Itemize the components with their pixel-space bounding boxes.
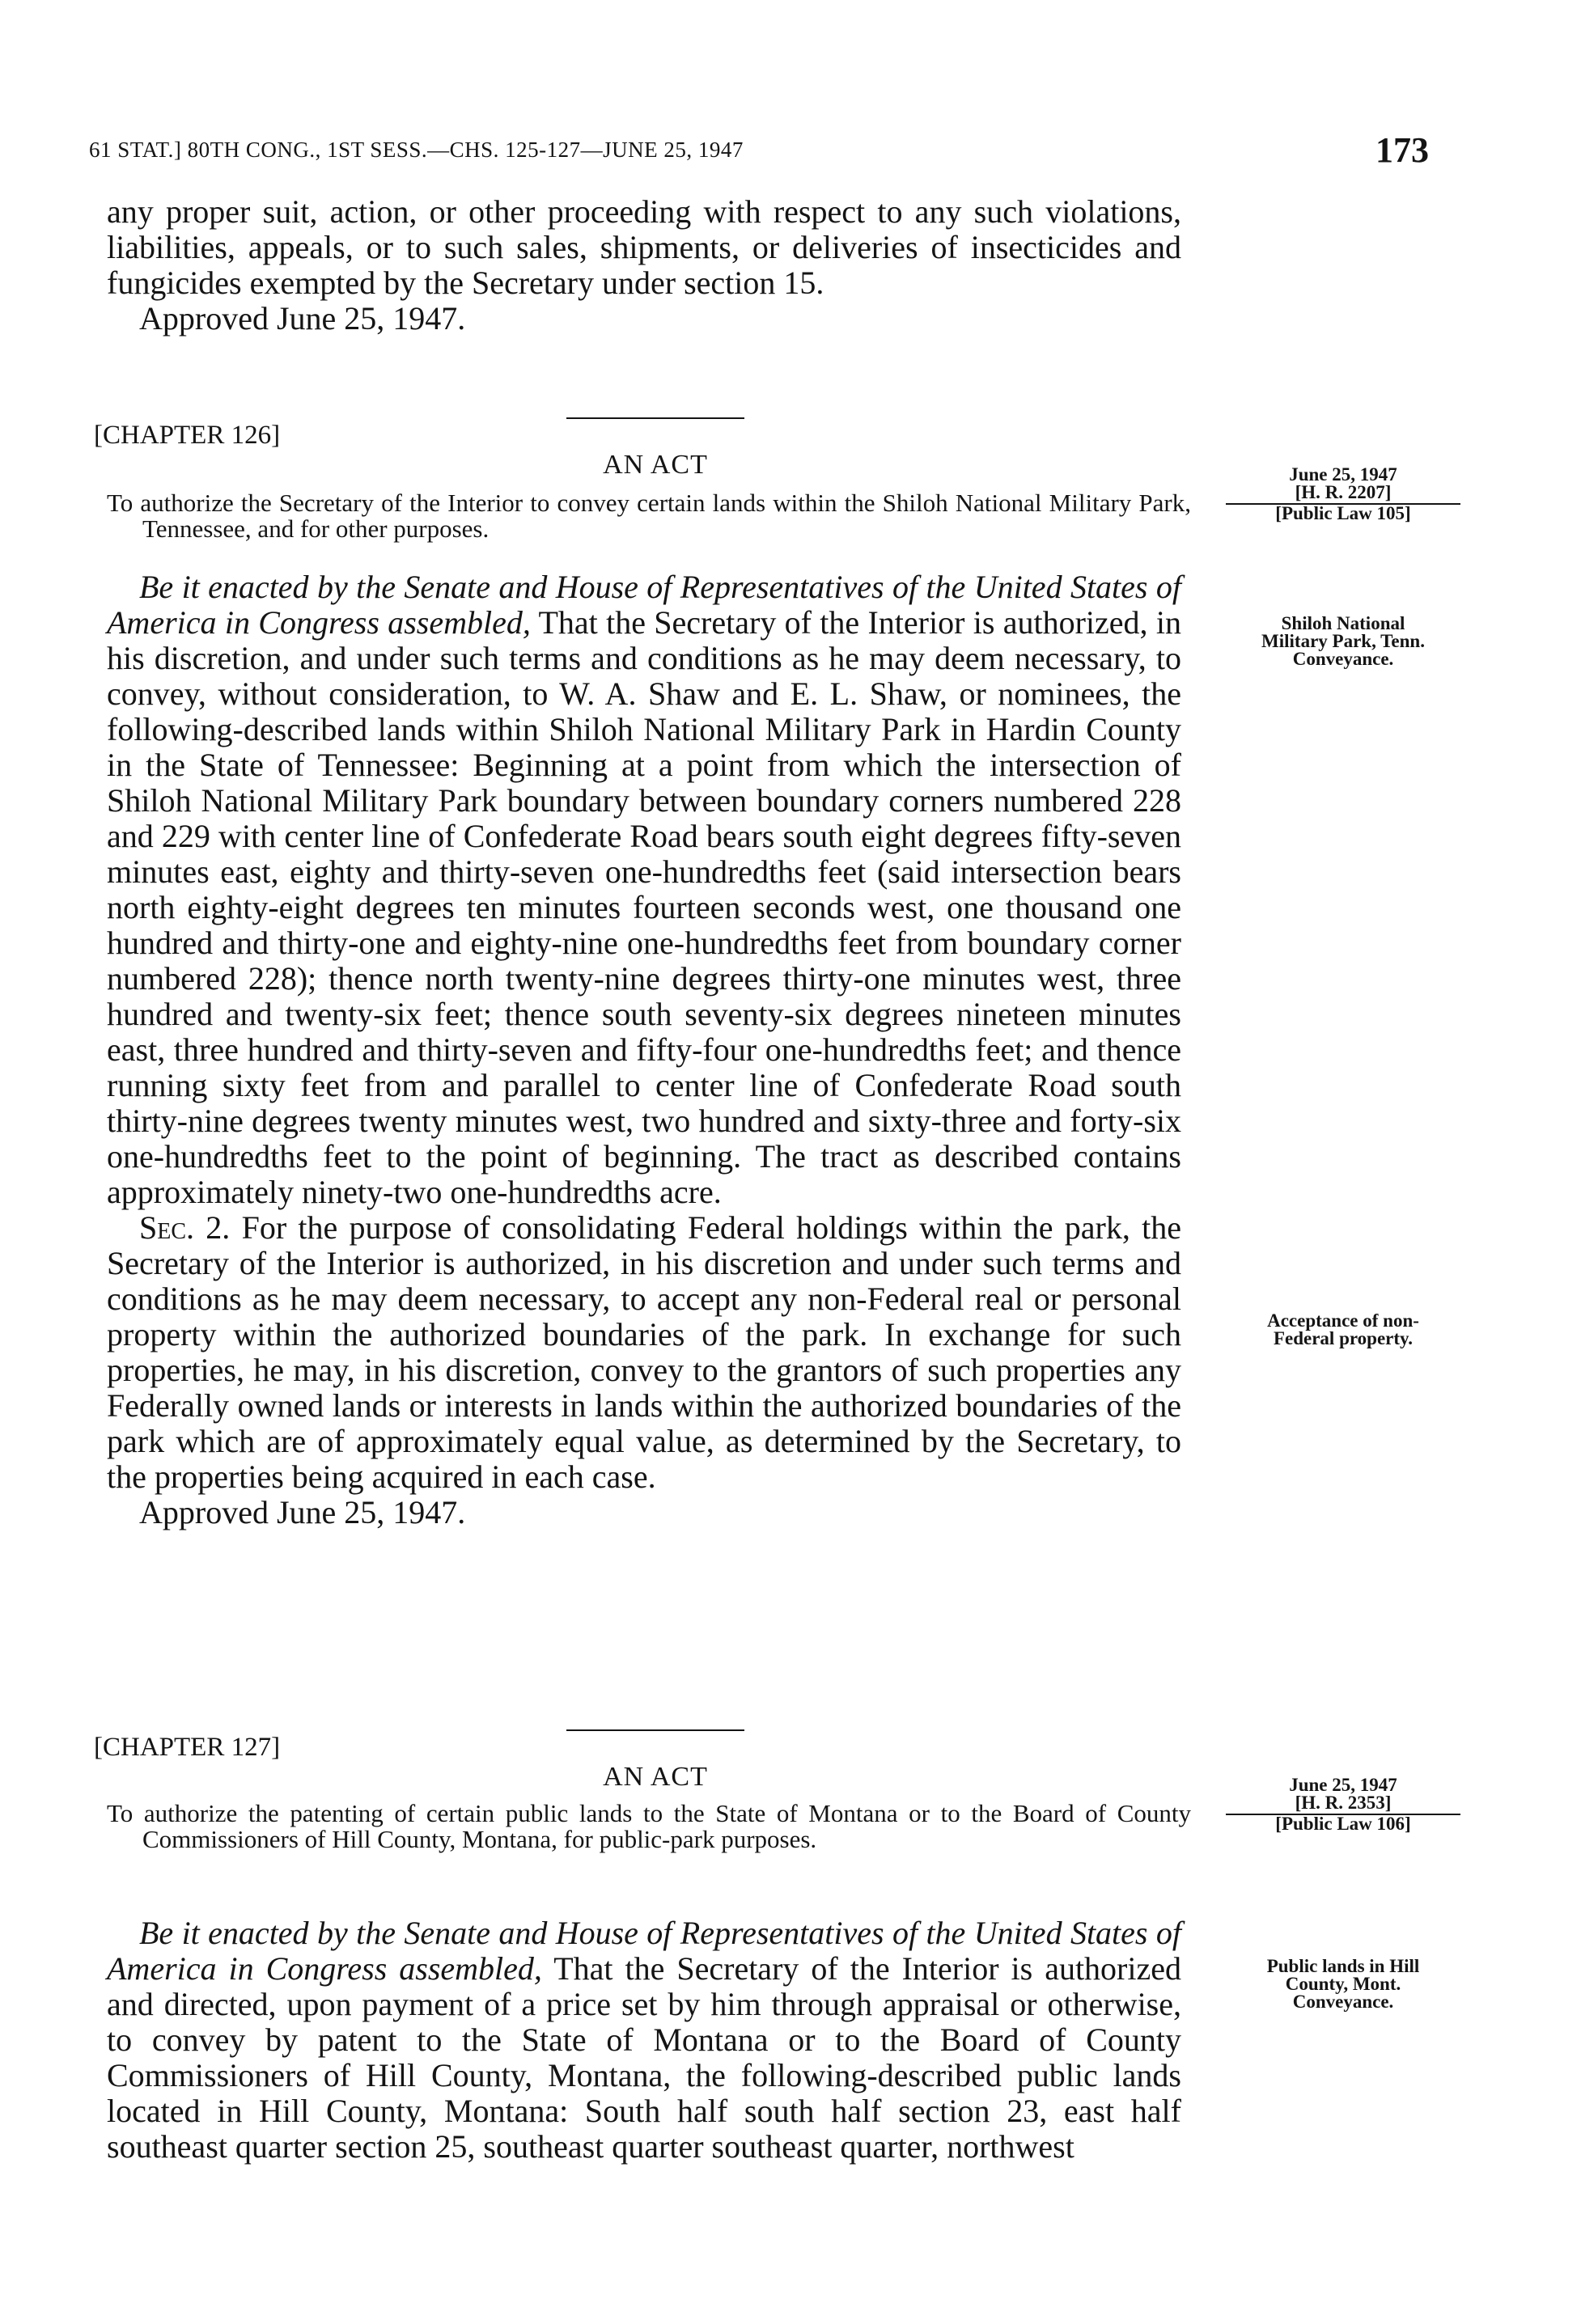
section-divider-126 bbox=[566, 417, 744, 419]
law-note-126: [Public Law 105] bbox=[1275, 503, 1411, 523]
section-1-127-text: That the Secretary of the Interior is authorized and directed, upon payment of a price set by him through appraisal or otherwise, to convey by patent to the State of Montana or to the Board of County Commissioners of Hill County, Montana, the following-described public lands located in Hill County, Montana: South half south half section 23, east half southeast quarter section 25, southeast quarter southeast quarter, northwest bbox=[107, 1950, 1181, 2165]
margin-note-acceptance-line-1: Acceptance of non- bbox=[1267, 1310, 1419, 1331]
purpose-127-text: To authorize the patenting of certain public lands to the State of Montana or to the Board of County Commissioners of Hill County, Montana, for public-park purposes. bbox=[107, 1799, 1191, 1853]
bill-note-126: [H. R. 2207] bbox=[1295, 482, 1392, 502]
section-2-126-text: For the purpose of consolidating Federal holdings within the park, the Secretary of the Interior is authorized, in his discretion and under such terms and conditions as he may deem necessary, to accept any non-Federal real or personal property within the authorized boundaries of the park. In exchange for such properties, he may, in his discretion, convey to the grantors of such properties any Federally owned lands or interests in lands within the authorized boundaries of the park which are of approximately equal value, as determined by the Secretary, to the properties being acquired in each case. bbox=[107, 1209, 1181, 1495]
margin-note-shiloh-line-2: Military Park, Tenn. bbox=[1261, 631, 1425, 651]
chapter-126-body bbox=[107, 569, 1181, 1530]
purpose-126-text: To authorize the Secretary of the Interior to convey certain lands within the Shiloh National Military Park, Tennessee, and for other purposes. bbox=[107, 489, 1191, 543]
margin-note-shiloh-line-3: Conveyance. bbox=[1292, 649, 1394, 669]
margin-note-shiloh-line-1: Shiloh National bbox=[1281, 613, 1405, 633]
date-note-126: June 25, 1947 bbox=[1289, 464, 1397, 485]
margin-note-hill-line-1: Public lands in Hill bbox=[1266, 1956, 1420, 1976]
purpose-126 bbox=[107, 490, 1191, 542]
continuation-block bbox=[107, 194, 1181, 337]
reference-block-127 bbox=[1214, 1776, 1473, 1833]
enacting-clause-126: Be it enacted by the Senate and House of Representatives of the United States of America in Congress assembled, bbox=[107, 569, 1181, 641]
running-head: 61 STAT.] 80TH CONG., 1ST SESS.—CHS. 125-127—JUNE 25, 1947 bbox=[89, 138, 744, 162]
purpose-127 bbox=[107, 1801, 1191, 1852]
section-1-126-text: That the Secretary of the Interior is authorized, in his discretion, and under such terms and conditions as he may deem necessary, to convey, without consideration, to W. A. Shaw and E. L. Shaw, or nominees, the following-described lands within Shiloh National Military Park in Hardin County in the State of Tennessee: Beginning at a point from which the intersection of Shiloh National Military Park boundary between boundary corners numbered 228 and 229 with center line of Confederate Road bears south eight degrees fifty-seven minutes east, eighty and thirty-seven one-hundredths feet (said intersection bears north eighty-eight degrees ten minutes fourteen seconds west, one thousand one hundred and thirty-one and eighty-nine one-hundredths feet from boundary corner numbered 228); thence north twenty-nine degrees thirty-one minutes west, three hundred and twenty-six feet; thence south seventy-six degrees nineteen minutes east, three hundred and thirty-seven and fifty-four one-hundredths feet; and thence running sixty feet from and parallel to center line of Confederate Road south thirty-nine degrees twenty minutes west, two hundred and sixty-three and forty-six one-hundredths feet to the point of beginning. The tract as described contains approximately ninety-two one-hundredths acre. bbox=[107, 604, 1181, 1210]
section-1-127 bbox=[107, 1916, 1181, 2165]
enacting-clause-127: Be it enacted by the Senate and House of Representatives of the United States of America in Congress assembled, bbox=[107, 1915, 1181, 1987]
page-number: 173 bbox=[1375, 130, 1429, 170]
margin-note-hill-line-3: Conveyance. bbox=[1292, 1992, 1394, 2012]
law-note-127: [Public Law 106] bbox=[1275, 1814, 1411, 1834]
chapter-126-label: [CHAPTER 126] bbox=[94, 421, 281, 450]
margin-note-acceptance bbox=[1214, 1312, 1473, 1348]
act-title-126: AN ACT bbox=[603, 450, 708, 480]
margin-note-acceptance-line-2: Federal property. bbox=[1273, 1328, 1414, 1348]
margin-note-hill-county bbox=[1214, 1958, 1473, 2011]
section-2-126 bbox=[107, 1210, 1181, 1495]
continuation-paragraph: any proper suit, action, or other proceeding with respect to any such violations, liabilities, appeals, or to such sales, shipments, or deliveries of insecticides and fungicides exempted by the Secretary under section 15. bbox=[107, 193, 1181, 301]
chapter-127-label: [CHAPTER 127] bbox=[94, 1733, 281, 1762]
chapter-127-body bbox=[107, 1916, 1181, 2165]
section-1-126 bbox=[107, 569, 1181, 1210]
section-divider-127 bbox=[566, 1729, 744, 1731]
margin-note-hill-line-2: County, Mont. bbox=[1285, 1974, 1401, 1994]
approved-line-125: Approved June 25, 1947. bbox=[139, 300, 466, 337]
date-note-127: June 25, 1947 bbox=[1289, 1775, 1397, 1795]
margin-note-shiloh bbox=[1214, 615, 1473, 668]
act-title-127: AN ACT bbox=[603, 1762, 708, 1792]
reference-block-126 bbox=[1214, 466, 1473, 523]
bill-note-127: [H. R. 2353] bbox=[1295, 1793, 1392, 1813]
section-2-lead: Sec. 2. bbox=[139, 1209, 231, 1246]
approved-line-126: Approved June 25, 1947. bbox=[139, 1494, 466, 1530]
